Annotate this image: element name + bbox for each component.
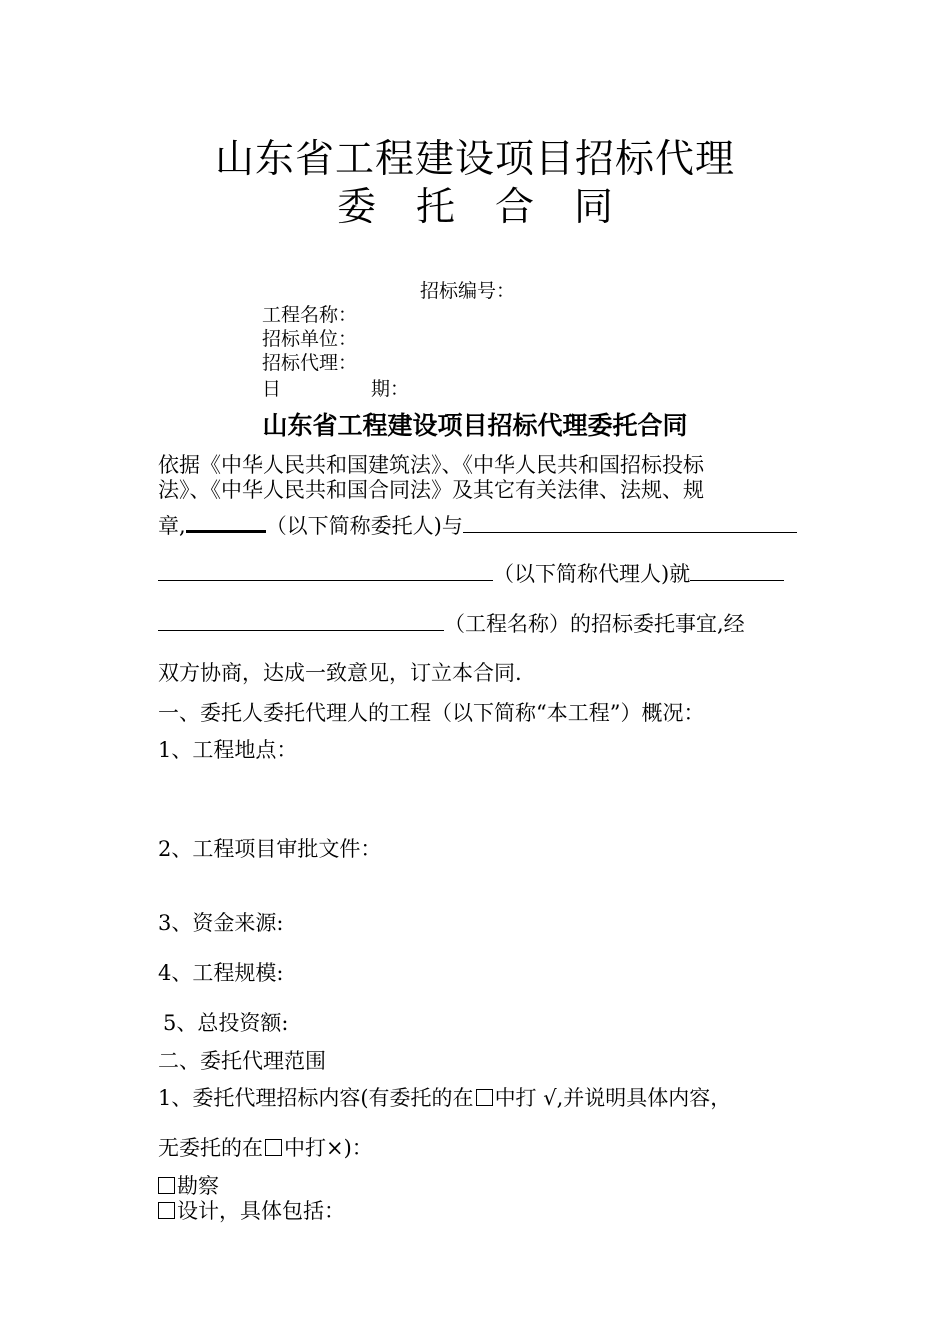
intro-line-5-b: （工程名称）的招标委托事宜,经 bbox=[444, 612, 745, 636]
contract-heading: 山东省工程建设项目招标代理委托合同 bbox=[262, 411, 688, 440]
project-name-blank[interactable] bbox=[158, 608, 444, 631]
intro-line-4 bbox=[158, 558, 784, 588]
option-design[interactable] bbox=[158, 1195, 345, 1225]
item-2: 2、工程项目审批文件： bbox=[158, 837, 382, 861]
intro-line-3 bbox=[158, 508, 797, 540]
item-4: 4、工程规模: bbox=[158, 961, 284, 985]
principal-blank[interactable] bbox=[186, 508, 266, 533]
scope-line-2-a: 无委托的在 bbox=[158, 1136, 263, 1160]
item-5: 5、总投资额: bbox=[163, 1011, 289, 1035]
tender-unit-label: 招标单位： bbox=[262, 328, 358, 350]
scope-line-2 bbox=[158, 1132, 373, 1162]
agent-name-blank-2[interactable] bbox=[158, 558, 493, 581]
cover-title-line2 bbox=[0, 176, 950, 232]
item-3: 3、资金来源: bbox=[158, 911, 284, 935]
intro-line-2: 法》、《中华人民共和国合同法》及其它有关法律、法规、规 bbox=[158, 478, 704, 502]
intro-line-3-a: 章, bbox=[158, 514, 186, 538]
item-1: 1、工程地点： bbox=[158, 738, 298, 762]
date-label bbox=[262, 374, 409, 401]
intro-line-3-b: （以下简称委托人)与 bbox=[265, 514, 463, 538]
scope-line-1 bbox=[158, 1082, 731, 1112]
checkbox-icon bbox=[265, 1139, 282, 1156]
intro-line-6: 双方协商，达成一致意见，订立本合同. bbox=[158, 661, 522, 685]
date-label-left: 日 bbox=[262, 378, 282, 400]
scope-line-1-a: 1、委托代理招标内容(有委托的在 bbox=[158, 1086, 474, 1110]
section1-title: 一、委托人委托代理人的工程（以下简称“本工程”）概况： bbox=[158, 701, 705, 725]
section2-title: 二、委托代理范围 bbox=[158, 1049, 326, 1073]
cover-title-line1: 山东省工程建设项目招标代理 bbox=[214, 137, 735, 182]
design-checkbox[interactable] bbox=[158, 1202, 175, 1219]
cover-title-line2-text: 委托合同 bbox=[336, 185, 653, 230]
intro-line-4-b: （以下简称代理人)就 bbox=[493, 562, 691, 586]
agent-name-blank[interactable] bbox=[463, 510, 797, 533]
project-blank[interactable] bbox=[690, 558, 784, 581]
option-survey-label: 勘察 bbox=[177, 1174, 219, 1198]
survey-checkbox[interactable] bbox=[158, 1177, 175, 1194]
checkbox-icon bbox=[476, 1089, 493, 1106]
project-name-label: 工程名称： bbox=[262, 304, 358, 326]
intro-line-5 bbox=[158, 608, 745, 638]
bid-number-label: 招标编号： bbox=[420, 280, 516, 302]
date-label-right: 期： bbox=[371, 378, 410, 400]
intro-line-1: 依据《中华人民共和国建筑法》、《中华人民共和国招标投标 bbox=[158, 453, 704, 477]
scope-line-2-b: 中打×)： bbox=[284, 1136, 373, 1160]
tender-agent-label: 招标代理： bbox=[262, 352, 358, 374]
option-design-label: 设计，具体包括： bbox=[177, 1199, 345, 1223]
scope-line-1-b: 中打 √,并说明具体内容， bbox=[494, 1086, 732, 1110]
